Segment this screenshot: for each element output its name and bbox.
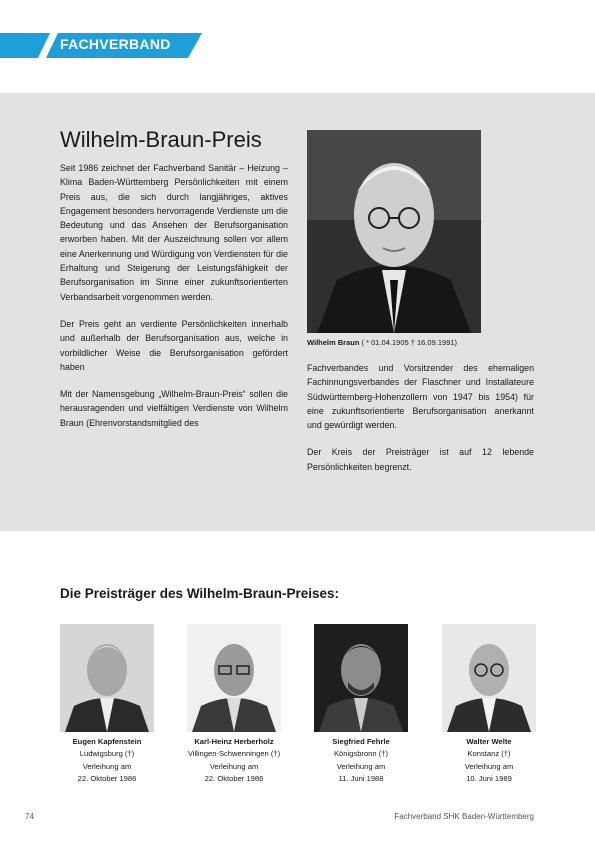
winner-card <box>187 624 281 786</box>
paragraph: Der Preis geht an verdiente Persönlichkeiten innerhalb und außerhalb der Berufsorganisation aus, welche in vorbildlicher Weise die Berufsorganisation gefördert haben <box>60 318 288 372</box>
article-title: Wilhelm-Braun-Preis <box>60 127 262 152</box>
winner-card <box>60 624 154 786</box>
winner-date: 11. Juni 1988 <box>338 774 384 784</box>
winner-place: Königsbronn (†) <box>333 749 389 759</box>
footer-organization: Fachverband SHK Baden-Württemberg <box>394 812 534 821</box>
winner-name: Siegfried Fehrle <box>332 737 390 746</box>
paragraph: Mit der Namensgebung „Wilhelm-Braun-Preis“ sollen die herausragenden und vielfältigen Verdienste von Wilhelm Braun (Ehrenvorstandsmitglied des <box>60 389 288 428</box>
article-column-2 <box>307 361 534 487</box>
winner-photo <box>187 624 281 732</box>
winner-date: 10. Juni 1989 <box>466 774 512 784</box>
paragraph: Fachverbandes und Vorsitzender des ehemaligen Fachinnungsverbandes der Flaschner und Installateure Südwürttemberg-Hohenzollern von 1947 bis 1954) für eine zukunftsorientierte Berufsorganisation anerkannt und gewürdigt werden. <box>307 363 534 431</box>
winner-award-label: Verleihung am <box>336 761 386 771</box>
winner-photo <box>314 624 408 732</box>
winners-heading: Die Preisträger des Wilhelm-Braun-Preises: <box>60 586 339 601</box>
caption-name: Wilhelm Braun <box>307 338 360 347</box>
winner-date: 22. Oktober 1986 <box>77 774 137 784</box>
winner-date: 22. Oktober 1986 <box>204 774 264 784</box>
winner-place: Ludwigsburg (†) <box>79 749 135 759</box>
winner-award-label: Verleihung am <box>209 761 259 771</box>
page-number: 74 <box>25 812 34 821</box>
article-column-1 <box>60 161 288 443</box>
winner-name: Eugen Kapfenstein <box>72 737 142 746</box>
winner-place: Konstanz (†) <box>467 749 511 759</box>
winner-name: Walter Welte <box>466 737 512 746</box>
section-label: FACHVERBAND <box>60 36 171 52</box>
winner-card <box>314 624 408 786</box>
winner-photo <box>442 624 536 732</box>
winner-award-label: Verleihung am <box>464 761 514 771</box>
winner-place: Villingen-Schwenningen (†) <box>187 749 281 759</box>
photo-caption <box>307 338 457 347</box>
paragraph: Der Kreis der Preisträger ist auf 12 lebende Persönlichkeiten begrenzt. <box>307 447 534 472</box>
caption-dates: ( * 01.04.1905 † 16.09.1991) <box>359 338 458 347</box>
winner-award-label: Verleihung am <box>82 761 132 771</box>
paragraph: Seit 1986 zeichnet der Fachverband Sanitär – Heizung – Klima Baden-Württemberg Persönlichkeiten mit einem Preis aus, die sich durch langjähriges, aktives Engagement besonders hervorragende Verdienste um die Bedeutung und das Ansehen der Berufsorganisation erworben haben. Mit der Auszeichnung sollen vor allem eine Anerkennung und Würdigung von Verdiensten für die Erhaltung und Steigerung der Leistungsfähigkeit der Berufsorganisation im Sinne einer zukunftsorientierten Verbandsarbeit vorgenommen werden. <box>60 163 288 302</box>
winner-name: Karl-Heinz Herberholz <box>194 737 274 746</box>
winner-card <box>442 624 536 786</box>
portrait-photo-wilhelm-braun <box>307 130 481 333</box>
winner-photo <box>60 624 154 732</box>
